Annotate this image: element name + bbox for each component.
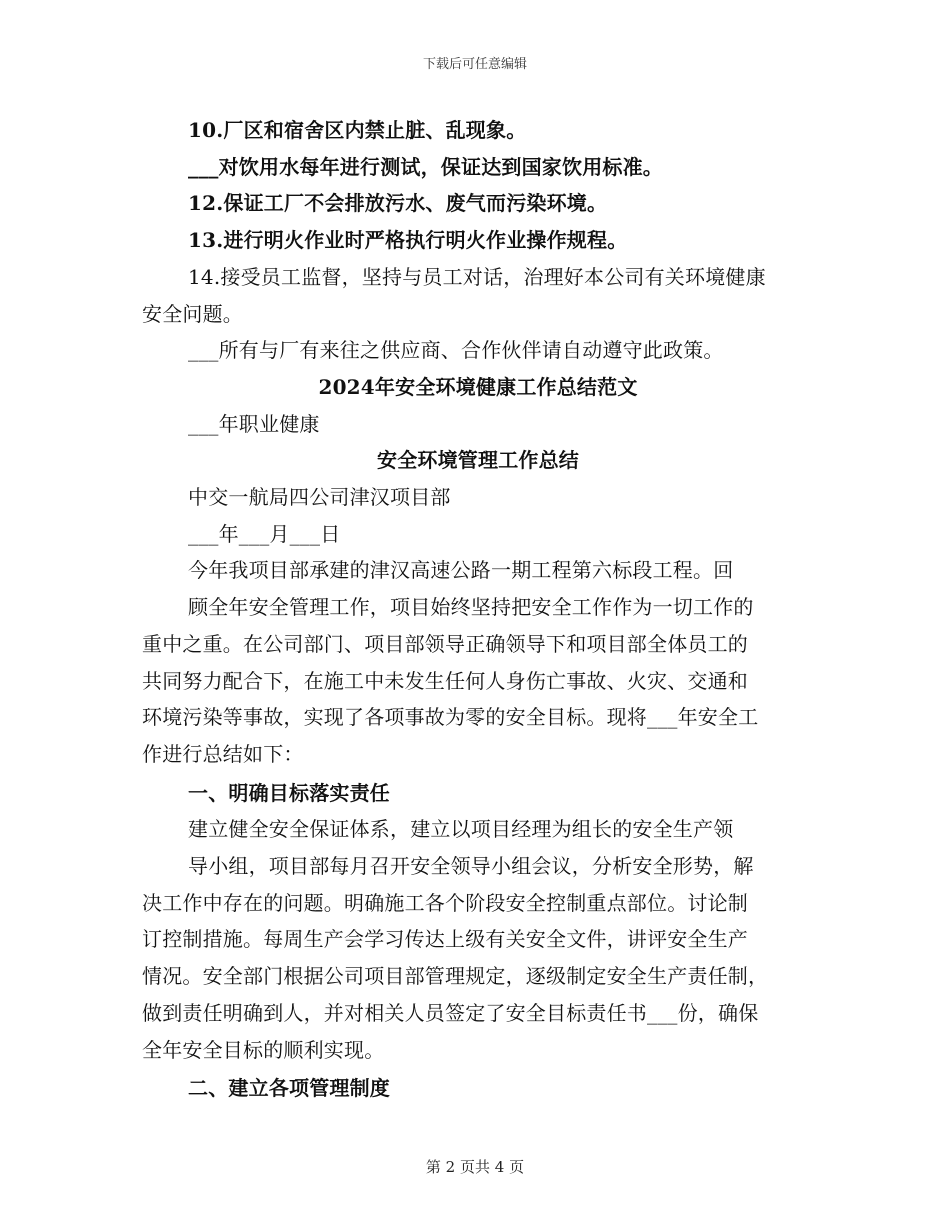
- policy-item-13: 13.进行明火作业时严格执行明火作业操作规程。: [188, 228, 628, 253]
- paragraph-line: 重中之重。在公司部门、项目部领导正确领导下和项目部全体员工的: [142, 631, 748, 656]
- policy-item-12: 12.保证工厂不会排放污水、废气而污染环境。: [188, 191, 608, 216]
- paragraph-line: 订控制措施。每周生产会学习传达上级有关安全文件，讲评安全生产: [142, 927, 748, 952]
- paragraph-line: 今年我项目部承建的津汉高速公路一期工程第六标段工程。回: [188, 558, 734, 583]
- paragraph-line: 作进行总结如下：: [142, 741, 304, 766]
- document-title: 2024年安全环境健康工作总结范文: [318, 374, 638, 399]
- paragraph-line: 全年安全目标的顺利实现。: [142, 1037, 385, 1062]
- section-heading-1: 一、明确目标落实责任: [188, 780, 390, 805]
- organization-name: 中交一航局四公司津汉项目部: [188, 485, 451, 510]
- paragraph-line: 情况。安全部门根据公司项目部管理规定，逐级制定安全生产责任制，: [142, 964, 769, 989]
- policy-item-14-cont: 安全问题。: [142, 301, 243, 326]
- paragraph-line: 做到责任明确到人，并对相关人员签定了安全目标责任书___份，确保: [142, 1000, 759, 1025]
- page-header: 下载后可任意编辑: [422, 57, 527, 72]
- section-heading-2: 二、建立各项管理制度: [188, 1076, 390, 1101]
- policy-item-15: ___所有与厂有来往之供应商、合作伙伴请自动遵守此政策。: [188, 338, 724, 363]
- paragraph-line: 共同努力配合下，在施工中未发生任何人身伤亡事故、火灾、交通和: [142, 668, 748, 693]
- report-date: ___年___月___日: [188, 521, 341, 546]
- policy-item-11: ___对饮用水每年进行测试，保证达到国家饮用标准。: [188, 154, 663, 179]
- paragraph-line: 环境污染等事故，实现了各项事故为零的安全目标。现将___年安全工: [142, 705, 759, 730]
- paragraph-line: 决工作中存在的问题。明确施工各个阶段安全控制重点部位。讨论制: [142, 890, 748, 915]
- paragraph-line: 建立健全安全保证体系，建立以项目经理为组长的安全生产领: [188, 817, 734, 842]
- policy-item-14: 14.接受员工监督，坚持与员工对话，治理好本公司有关环境健康: [188, 264, 766, 289]
- report-title: 安全环境管理工作总结: [377, 448, 579, 473]
- paragraph-line: 顾全年安全管理工作，项目始终坚持把安全工作作为一切工作的: [188, 595, 754, 620]
- paragraph-line: 导小组，项目部每月召开安全领导小组会议，分析安全形势，解: [188, 854, 754, 879]
- document-body: [142, 112, 814, 1107]
- policy-item-10: 10.厂区和宿舍区内禁止脏、乱现象。: [188, 118, 527, 142]
- subtitle-line: ___年职业健康: [188, 411, 320, 436]
- page-footer: 第 2 页共 4 页: [425, 1158, 525, 1176]
